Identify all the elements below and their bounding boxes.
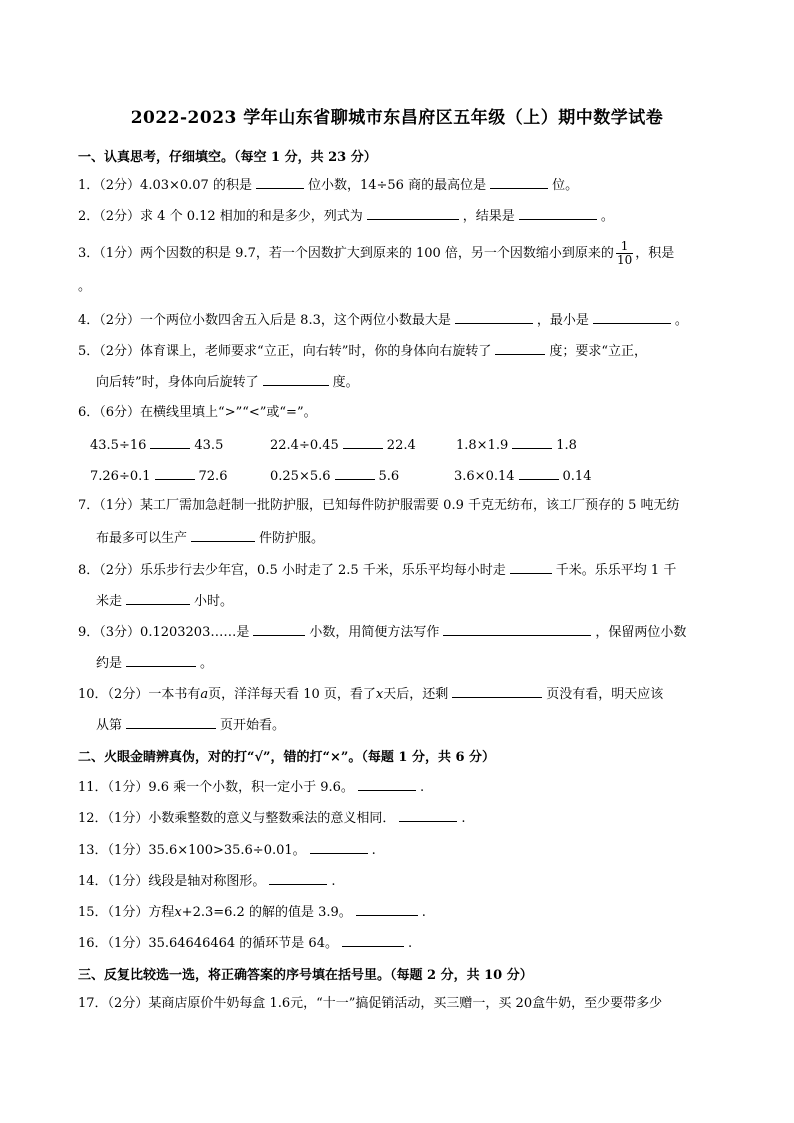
compare-item: 3.6×0.14 0.14: [454, 466, 591, 484]
question-8: 8．（2分）乐乐步行去少年宫，0.5 小时走了 2.5 千米，乐乐平均每小时走 千米。乐乐平均 1 千: [78, 560, 676, 580]
question-5-cont: 向后转”时，身体向后旋转了 度。: [96, 372, 359, 392]
answer-blank[interactable]: [512, 435, 552, 449]
answer-blank[interactable]: [310, 840, 368, 854]
answer-blank[interactable]: [126, 591, 190, 605]
question-1: 1．（2分）4.03×0.07 的积是 位小数，14÷56 商的最高位是 位。: [78, 175, 578, 195]
answer-blank[interactable]: [443, 622, 591, 636]
question-5: 5．（2分）体育课上，老师要求“立正，向右转”时，你的身体向右旋转了 度；要求“立正，: [78, 341, 647, 361]
answer-blank[interactable]: [519, 206, 597, 220]
answer-blank[interactable]: [455, 310, 533, 324]
question-10: 10．（2分）一本书有a页，洋洋每天看 10 页，看了x天后，还剩 页没有看，明天应该: [78, 684, 663, 704]
answer-blank[interactable]: [490, 175, 548, 189]
question-10-cont: 从第 页开始看。: [96, 715, 285, 735]
answer-blank[interactable]: [342, 933, 404, 947]
answer-blank[interactable]: [452, 684, 542, 698]
answer-blank[interactable]: [358, 777, 416, 791]
answer-blank[interactable]: [269, 871, 327, 885]
answer-blank[interactable]: [593, 310, 671, 324]
compare-item: 7.26÷0.1 72.6: [90, 466, 227, 484]
answer-blank[interactable]: [155, 466, 195, 480]
fraction: $\frac{1}{10}$: [616, 239, 633, 267]
answer-blank[interactable]: [253, 622, 305, 636]
question-6: 6．（6分）在横线里填上“>”“<”或“=”。: [78, 405, 317, 420]
question-3: 3．（1分）两个因数的积是 9.7，若一个因数扩大到原来的 100 倍，另一个因数缩小到原来的 $\frac{1}{10}$ ，积是: [78, 239, 675, 267]
question-13: 13．（1分）35.6×100>35.6÷0.01。 .: [78, 840, 376, 860]
answer-blank[interactable]: [150, 435, 190, 449]
question-4: 4．（2分）一个两位小数四舍五入后是 8.3，这个两位小数最大是 ，最小是 。: [78, 310, 688, 330]
question-7-cont: 布最多可以生产 件防护服。: [96, 528, 324, 548]
compare-item: 43.5÷16 43.5: [90, 435, 223, 453]
section-heading-3: 三、反复比较选一选，将正确答案的序号填在括号里。（每题 2 分，共 10 分）: [78, 968, 533, 983]
question-12: 12．（1分）小数乘整数的意义与整数乘法的意义相同． .: [78, 808, 465, 828]
answer-blank[interactable]: [191, 528, 255, 542]
question-14: 14．（1分）线段是轴对称图形。 .: [78, 871, 335, 891]
answer-blank[interactable]: [263, 372, 329, 386]
answer-blank[interactable]: [256, 175, 304, 189]
answer-blank[interactable]: [343, 435, 383, 449]
question-2: 2．（2分）求 4 个 0.12 相加的和是多少，列式为 ，结果是 。: [78, 206, 614, 226]
answer-blank[interactable]: [367, 206, 459, 220]
answer-blank[interactable]: [126, 715, 216, 729]
compare-item: 0.25×5.6 5.6: [270, 466, 399, 484]
question-11: 11．（1分）9.6 乘一个小数，积一定小于 9.6。 .: [78, 777, 424, 797]
question-3-cont: 。: [78, 279, 92, 294]
question-8-cont: 米走 小时。: [96, 591, 233, 611]
question-15: 15．（1分）方程x+2.3=6.2 的解的值是 3.9。 .: [78, 902, 426, 922]
compare-item: 22.4÷0.45 22.4: [270, 435, 416, 453]
compare-item: 1.8×1.9 1.8: [456, 435, 577, 453]
answer-blank[interactable]: [495, 341, 545, 355]
question-17: 17．（2分）某商店原价牛奶每盒 1.6元，“十一”搞促销活动，买三赠一，买 20盒牛奶，至少要带多少: [78, 996, 663, 1011]
answer-blank[interactable]: [126, 653, 196, 667]
question-16: 16．（1分）35.64646464 的循环节是 64。 .: [78, 933, 412, 953]
answer-blank[interactable]: [510, 560, 552, 574]
question-7: 7．（1分）某工厂需加急赶制一批防护服，已知每件防护服需要 0.9 千克无纺布，该工厂预存的 5 吨无纺: [78, 498, 680, 513]
answer-blank[interactable]: [335, 466, 375, 480]
question-9: 9．（3分）0.1203203……是 小数，用简便方法写作 ，保留两位小数: [78, 622, 686, 642]
answer-blank[interactable]: [399, 808, 457, 822]
section-heading-1: 一、认真思考，仔细填空。（每空 1 分，共 23 分）: [78, 150, 377, 165]
section-heading-2: 二、火眼金睛辨真伪，对的打“√”，错的打“×”。（每题 1 分，共 6 分）: [78, 750, 496, 765]
question-9-cont: 约是 。: [96, 653, 213, 673]
page-title: 2022-2023 学年山东省聊城市东昌府区五年级（上）期中数学试卷: [130, 108, 664, 128]
answer-blank[interactable]: [356, 902, 418, 916]
answer-blank[interactable]: [519, 466, 559, 480]
